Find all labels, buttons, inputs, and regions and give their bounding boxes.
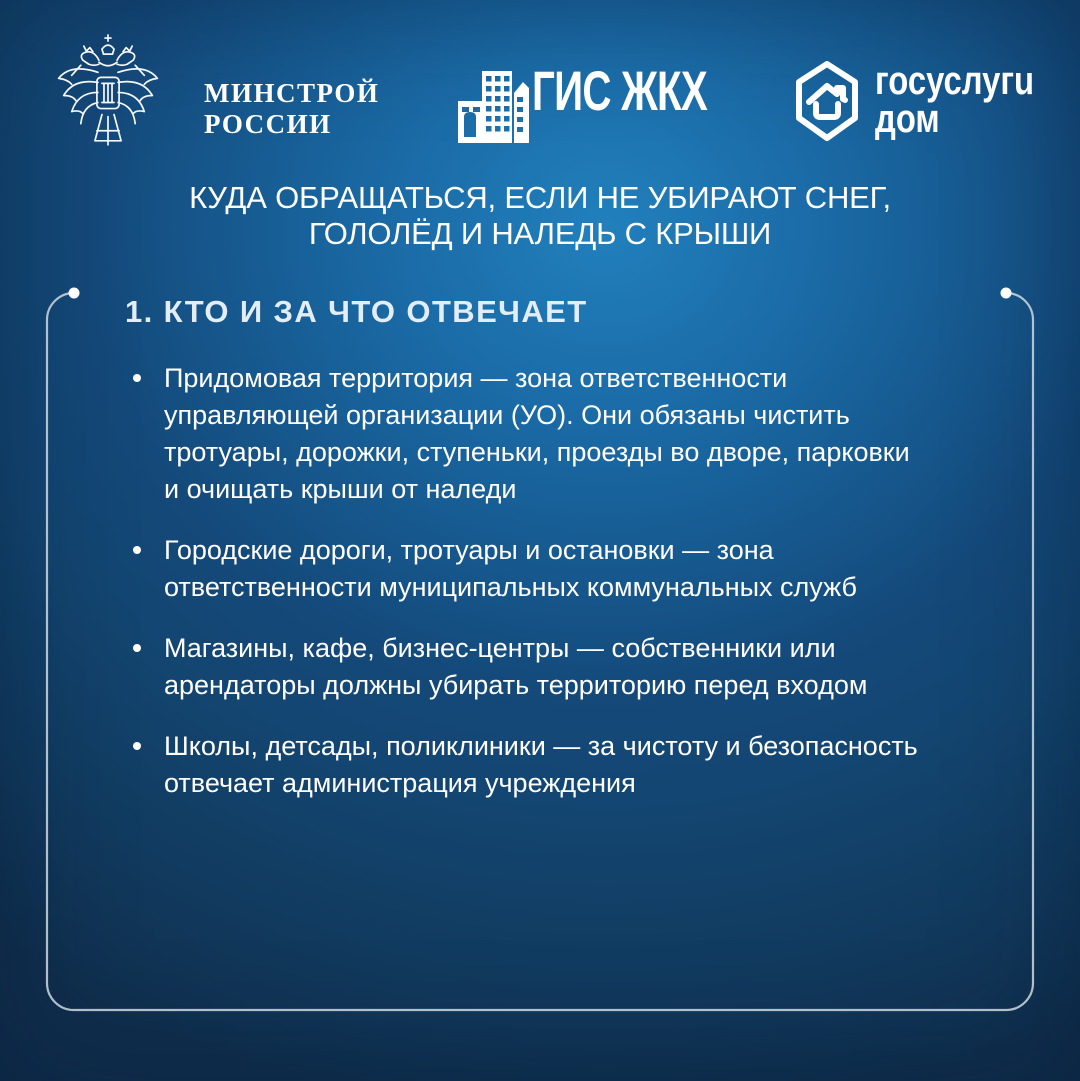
minstroy-emblem [52,32,164,165]
gis-zhkh-wordmark: ГИС ЖКХ [532,59,708,122]
city-buildings-icon [456,66,536,148]
bullet-dot [133,742,141,750]
list-item [131,728,1011,802]
list-item-line: ответственности муниципальных коммунальных служб [164,572,857,602]
list-item-line: Магазины, кафе, бизнес-центры — собственники или [164,633,836,663]
list-item-line: арендаторы должны убирать территорию перед входом [164,670,868,700]
responsibility-list [131,360,1011,826]
list-item [131,630,1011,704]
gosuslugi-dom-wordmark [875,59,1035,141]
page-title-line2: ГОЛОЛЁД И НАЛЕДЬ С КРЫШИ [308,216,772,251]
page-title-line1: КУДА ОБРАЩАТЬСЯ, ЕСЛИ НЕ УБИРАЮТ СНЕГ, [189,180,891,215]
russia-coat-of-arms-icon [52,32,164,165]
list-item-line: Придомовая территория — зона ответственности [164,363,788,393]
list-item [131,360,1011,508]
list-item-line: отвечает администрация учреждения [164,768,636,798]
list-item [131,532,1011,606]
gosuslugi-line2: дом [875,97,940,141]
list-item-line: Школы, детсады, поликлиники — за чистоту и безопасность [164,731,918,761]
section-heading: 1. КТО И ЗА ЧТО ОТВЕЧАЕТ [125,294,588,329]
gosuslugi-line1: госуслугu [875,59,1035,103]
bullet-dot [133,644,141,652]
bullet-dot [133,374,141,382]
bullet-dot [133,546,141,554]
list-item-line: тротуары, дорожки, ступеньки, проезды во дворе, парковки [164,437,910,467]
card-border-left-dot [69,288,80,299]
minstroy-line1: МИНСТРОЙ [204,78,380,108]
list-item-line: управляющей организации (УО). Они обязаны чистить [164,400,850,430]
minstroy-line2: РОССИИ [204,109,332,139]
card-border-right-dot [1001,288,1012,299]
list-item-line: Городские дороги, тротуары и остановки — зона [164,535,774,565]
list-item-line: и очищать крыши от наледи [164,474,517,504]
house-in-hexagon-icon [791,58,863,148]
page-title [0,180,1080,252]
minstroy-wordmark [204,78,379,140]
